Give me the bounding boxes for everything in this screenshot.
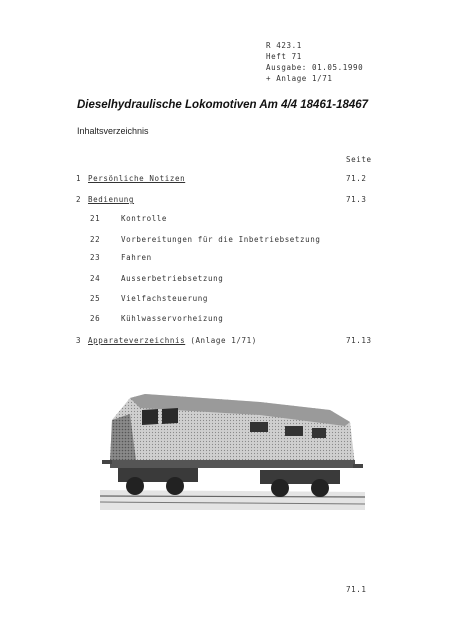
- toc-subitem-number: 25: [90, 294, 101, 303]
- toc-subitem-number: 26: [90, 314, 101, 323]
- toc-subitem-label: Vorbereitungen für die Inbetriebsetzung: [121, 235, 321, 244]
- toc-item-suffix: (Anlage 1/71): [190, 336, 257, 345]
- toc-heading: Inhaltsverzeichnis: [77, 126, 149, 136]
- toc-item-page: 71.2: [346, 174, 367, 183]
- toc-subitem-label: Kontrolle: [121, 214, 168, 223]
- toc-item-number: 1: [76, 174, 82, 183]
- header-line-2: Heft 71: [266, 52, 302, 61]
- toc-subitem-label: Kühlwasservorheizung: [121, 314, 224, 323]
- toc-subitem-number: 21: [90, 214, 101, 223]
- toc-item-label: Bedienung: [88, 195, 135, 204]
- toc-subitem-label: Vielfachsteuerung: [121, 294, 208, 303]
- document-header: [266, 40, 363, 84]
- toc-item-number: 2: [76, 195, 82, 204]
- header-line-3: Ausgabe: 01.05.1990: [266, 63, 364, 72]
- toc-item-label-group: [88, 336, 257, 345]
- header-line-4: + Anlage 1/71: [266, 74, 333, 83]
- toc-item-page: 71.3: [346, 195, 367, 204]
- toc-item-label: Apparateverzeichnis: [88, 336, 186, 345]
- page-number: 71.1: [346, 585, 367, 594]
- header-line-1: R 423.1: [266, 41, 302, 50]
- toc-subitem-label: Ausserbetriebsetzung: [121, 274, 224, 283]
- toc-page-column-header: Seite: [346, 155, 372, 164]
- toc-item-label: Persönliche Notizen: [88, 174, 186, 183]
- toc-item-number: 3: [76, 336, 82, 345]
- locomotive-photo: [100, 380, 365, 510]
- toc-subitem-number: 22: [90, 235, 101, 244]
- document-title: Dieselhydraulische Lokomotiven Am 4/4 18461-18467: [77, 99, 369, 111]
- toc-subitem-number: 24: [90, 274, 101, 283]
- toc-subitem-label: Fahren: [121, 253, 152, 262]
- toc-item-page: 71.13: [346, 336, 372, 345]
- toc-subitem-number: 23: [90, 253, 101, 262]
